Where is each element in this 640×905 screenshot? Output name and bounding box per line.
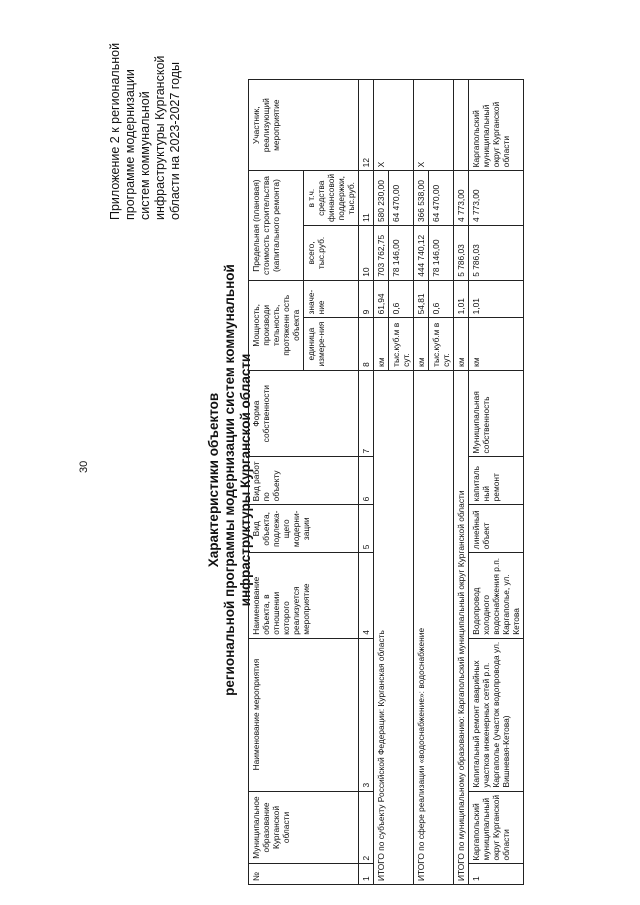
subject-total-label: ИТОГО по субъекту Российской Федерации: Курганская область — [374, 370, 414, 884]
subject-total-support-2: 64 470,00 — [389, 171, 414, 226]
municipality-total-row — [454, 80, 469, 885]
document-title — [206, 255, 254, 705]
title-line-2: региональной программы модернизации систем коммунальной инфраструктуры Курганской области — [222, 264, 253, 696]
municipality-total-label: ИТОГО по муниципальному образованию: Каргапольский муниципальный округ Курганской области — [454, 370, 469, 884]
column-number: 5 — [359, 505, 374, 553]
subject-total-value-2: 0,6 — [389, 280, 414, 318]
item-cost-support: 4 773,00 — [469, 171, 524, 226]
column-number: 11 — [359, 171, 374, 226]
item-unit: км — [469, 318, 524, 370]
sphere-total-cost-2: 78 146,00 — [429, 226, 454, 281]
table-row — [469, 80, 524, 885]
subject-total-cost-2: 78 146,00 — [389, 226, 414, 281]
municipality-total-value: 1,01 — [454, 280, 469, 318]
column-number: 3 — [359, 638, 374, 791]
column-number: 6 — [359, 457, 374, 505]
item-municipality: Каргапольский муниципальный округ Курганской области — [469, 791, 524, 864]
column-numbers-row — [359, 80, 374, 885]
header-object-name: Наименование объекта, в отношении которого реализуется мероприятие — [249, 553, 359, 639]
header-cost: Предельная (плановая) стоимость строительства (капитального ремонта) — [249, 171, 304, 280]
header-no: № — [249, 864, 359, 885]
column-number: 8 — [359, 318, 374, 370]
page-number: 30 — [78, 460, 90, 473]
header-capacity-unit: единица измере-ния — [304, 318, 359, 370]
header-participant: Участник, реализующий мероприятие — [249, 80, 359, 171]
item-ownership: Муниципальная собственность — [469, 370, 524, 457]
sphere-total-support-1: 366 538,00 — [414, 171, 429, 226]
appendix-note: Приложение 2 к региональной программе модернизации систем коммунальной инфраструктуры Курганской области на 2023-2027 годы — [108, 42, 182, 220]
municipality-total-support: 4 773,00 — [454, 171, 469, 226]
column-number: 10 — [359, 226, 374, 281]
column-number: 7 — [359, 370, 374, 457]
column-number: 12 — [359, 80, 374, 171]
header-cost-support: в т.ч. средства финансовой поддержки, тыс.руб. — [304, 171, 359, 226]
sphere-total-unit-2: тыс.куб.м в сут. — [429, 318, 454, 370]
header-object-type: Вид объекта, подлежа-щего модерни-зации — [249, 505, 359, 553]
header-cost-total: всего, тыс.руб. — [304, 226, 359, 281]
item-object-name: Водопровод холодного водоснабжения р.п. Каргаполье, ул. Кетова — [469, 553, 524, 639]
column-number: 2 — [359, 791, 374, 864]
item-measure: Капитальный ремонт аварийных участков инженерных сетей р.п. Каргаполье (участок водопровода ул. Вишневая-Кетова) — [469, 638, 524, 791]
item-no: 1 — [469, 864, 524, 885]
subject-total-unit-1: км — [374, 318, 389, 370]
subject-total-value-1: 61,94 — [374, 280, 389, 318]
sphere-total-label: ИТОГО по сфере реализации «водоснабжение»: водоснабжение — [414, 370, 454, 884]
title-line-1: Характеристики объектов — [206, 392, 221, 568]
municipality-total-participant — [454, 80, 469, 171]
item-value: 1,01 — [469, 280, 524, 318]
header-capacity-value: значе-ние — [304, 280, 359, 318]
subject-total-unit-2: тыс.куб.м в сут. — [389, 318, 414, 370]
sphere-total-support-2: 64 470,00 — [429, 171, 454, 226]
subject-total-support-1: 580 230,00 — [374, 171, 389, 226]
sphere-total-value-2: 0,6 — [429, 280, 454, 318]
header-ownership: Форма собственности — [249, 370, 359, 457]
column-number: 9 — [359, 280, 374, 318]
item-object-type: линейный объект — [469, 505, 524, 553]
header-municipality: Муниципальное образование Курганской области — [249, 791, 359, 864]
header-work-type: Вид работ по объекту — [249, 457, 359, 505]
item-participant: Каргапольский муниципальный округ Курганской области — [469, 80, 524, 171]
subject-total-participant: X — [374, 80, 414, 171]
header-measure: Наименование мероприятия — [249, 638, 359, 791]
item-work-type: капиталь ный ремонт — [469, 457, 524, 505]
sphere-total-value-1: 54,81 — [414, 280, 429, 318]
column-number: 1 — [359, 864, 374, 885]
objects-table — [248, 79, 524, 885]
header-capacity: Мощность, производи тельность, протяженн ость объекта — [249, 280, 304, 370]
header-row-1 — [249, 80, 304, 885]
column-number: 4 — [359, 553, 374, 639]
subject-total-cost-1: 703 762,75 — [374, 226, 389, 281]
municipality-total-unit: км — [454, 318, 469, 370]
municipality-total-cost: 5 786,03 — [454, 226, 469, 281]
sphere-total-row — [414, 80, 429, 885]
subject-total-row — [374, 80, 389, 885]
sphere-total-cost-1: 444 740,12 — [414, 226, 429, 281]
item-cost-total: 5 786,03 — [469, 226, 524, 281]
sphere-total-participant: X — [414, 80, 454, 171]
sphere-total-unit-1: км — [414, 318, 429, 370]
